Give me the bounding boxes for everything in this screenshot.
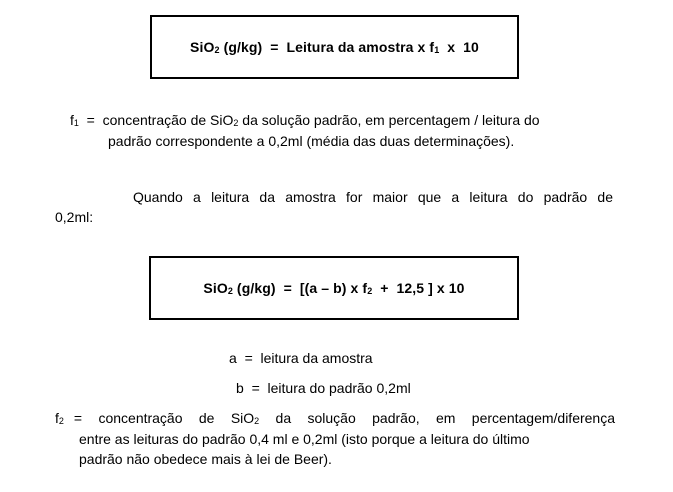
f1-definition-line-1: f1 = concentração de SiO2 da solução padrão, em percentagem / leitura do <box>70 112 540 128</box>
formula-box-1 <box>150 15 519 79</box>
b-definition: b = leitura do padrão 0,2ml <box>236 380 411 396</box>
formula-1-body: (g/kg) = Leitura da amostra x f <box>219 39 435 55</box>
paragraph-line-2: 0,2ml: <box>55 209 94 225</box>
paragraph-line-1: Quando a leitura da amostra for maior que a leitura do padrão de <box>133 189 613 205</box>
formula-2-tail: + 12,5 ] x 10 <box>372 280 465 296</box>
f1-definition-line-2: padrão correspondente a 0,2ml (média das duas determinações). <box>108 133 515 149</box>
formula-1-tail: x 10 <box>439 39 479 55</box>
formula-2-f-subscript: 2 <box>367 286 373 296</box>
f2-definition-line-3: padrão não obedece mais à lei de Beer). <box>79 451 332 467</box>
formula-1-lead: SiO <box>190 39 215 55</box>
formula-1 <box>190 39 479 55</box>
formula-2-lead: SiO <box>203 280 228 296</box>
formula-2-subscript: 2 <box>227 286 233 296</box>
formula-2 <box>203 280 464 296</box>
formula-2-body: (g/kg) = [(a – b) x f <box>232 280 368 296</box>
f2-definition-line-2: entre as leituras do padrão 0,4 ml e 0,2ml (isto porque a leitura do último <box>79 431 530 447</box>
a-definition: a = leitura da amostra <box>229 350 373 366</box>
formula-1-f-subscript: 1 <box>434 45 440 55</box>
formula-box-2 <box>149 256 519 320</box>
f2-definition-line-1: f2 = concentração de SiO2 da solução padrão, em percentagem/diferença <box>55 410 616 426</box>
formula-1-subscript: 2 <box>214 45 220 55</box>
